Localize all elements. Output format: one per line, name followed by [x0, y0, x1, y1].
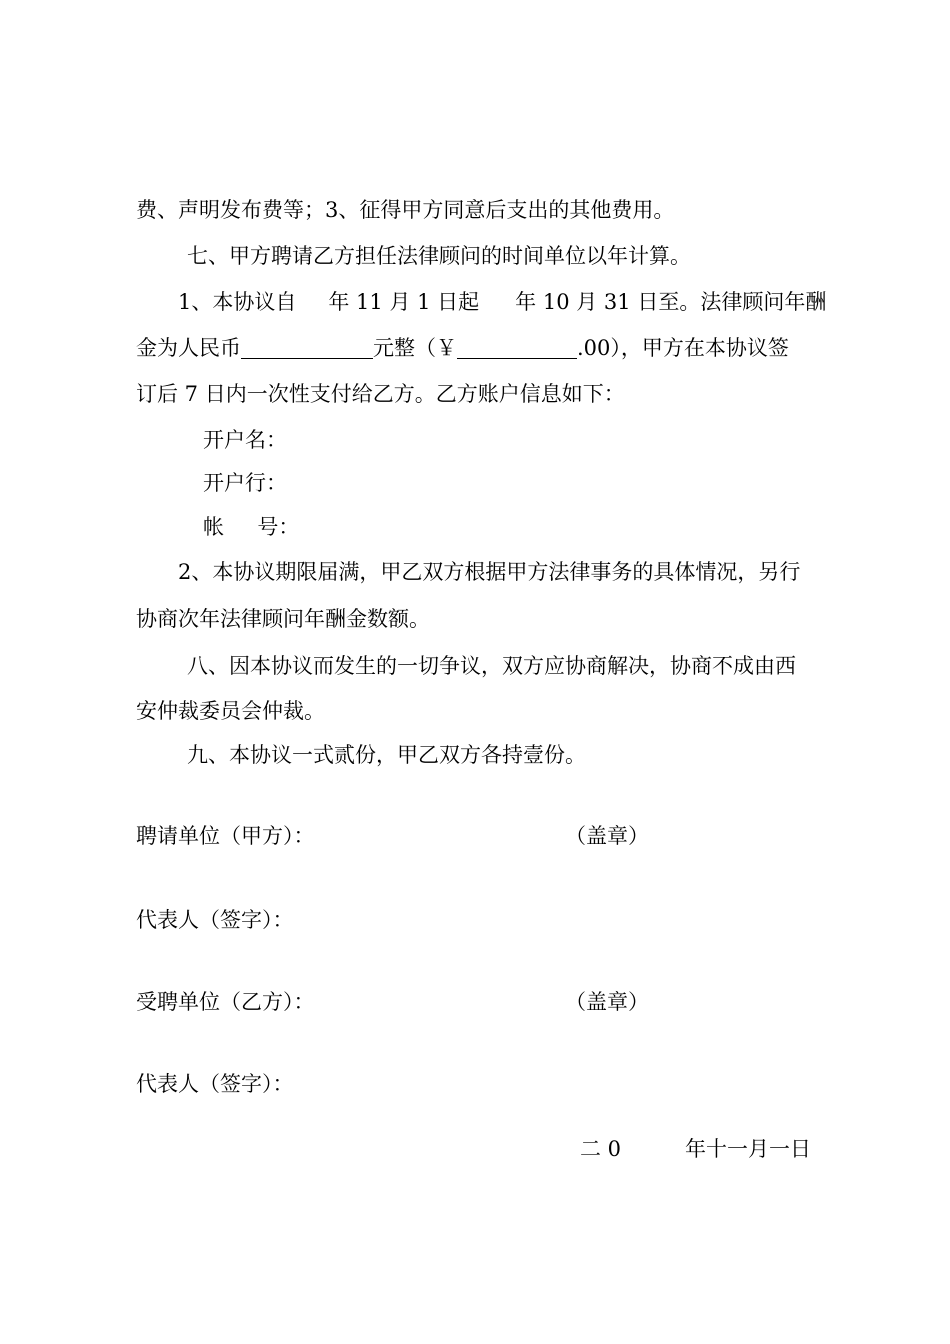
- amount-tail: .00），甲方在本协议签: [577, 336, 789, 360]
- item-1-line-1: [178, 288, 826, 316]
- item-1-start: 1、本协议自: [178, 290, 297, 314]
- clause-8-line-2: 安仲裁委员会仲裁。: [136, 699, 325, 723]
- clause-9: 九、本协议一式贰份，甲乙双方各持壹份。: [187, 743, 586, 767]
- amount-unit: 元整（￥: [373, 336, 457, 360]
- representative-2: 代表人（签字）：: [136, 1072, 294, 1096]
- employee-label: 受聘单位（乙方）：: [136, 990, 315, 1014]
- clause-8-line-1: 八、因本协议而发生的一切争议，双方应协商解决，协商不成由西: [187, 654, 796, 678]
- date-year: 二 0: [580, 1137, 622, 1161]
- item-2-line-1: 2、本协议期限届满，甲乙双方根据甲方法律事务的具体情况，另行: [178, 560, 801, 584]
- item-1-start-date: 年 11 月 1 日起: [328, 290, 480, 314]
- item-1-line-2: [136, 334, 789, 362]
- amount-label: 金为人民币: [136, 336, 241, 360]
- item-1-end-date: 年 10 月 31 日至。法律顾问年酬: [515, 290, 827, 314]
- amount-words-blank[interactable]: [241, 336, 373, 359]
- date-rest: 年十一月一日: [685, 1137, 811, 1161]
- fees-line: 费、声明发布费等；3、征得甲方同意后支出的其他费用。: [136, 198, 675, 222]
- amount-number-blank[interactable]: [457, 336, 577, 359]
- item-1-line-3: 订后 7 日内一次性支付给乙方。乙方账户信息如下：: [136, 382, 625, 406]
- seal-1: （盖章）: [565, 824, 649, 848]
- clause-7-title: 七、甲方聘请乙方担任法律顾问的时间单位以年计算。: [187, 244, 691, 268]
- account-number-label: 帐 号：: [203, 515, 300, 539]
- account-bank-label: 开户行：: [203, 471, 287, 495]
- account-name-label: 开户名：: [203, 428, 287, 452]
- employer-label: 聘请单位（甲方）：: [136, 824, 315, 848]
- item-2-line-2: 协商次年法律顾问年酬金数额。: [136, 607, 430, 631]
- representative-1: 代表人（签字）：: [136, 908, 294, 932]
- seal-2: （盖章）: [565, 990, 649, 1014]
